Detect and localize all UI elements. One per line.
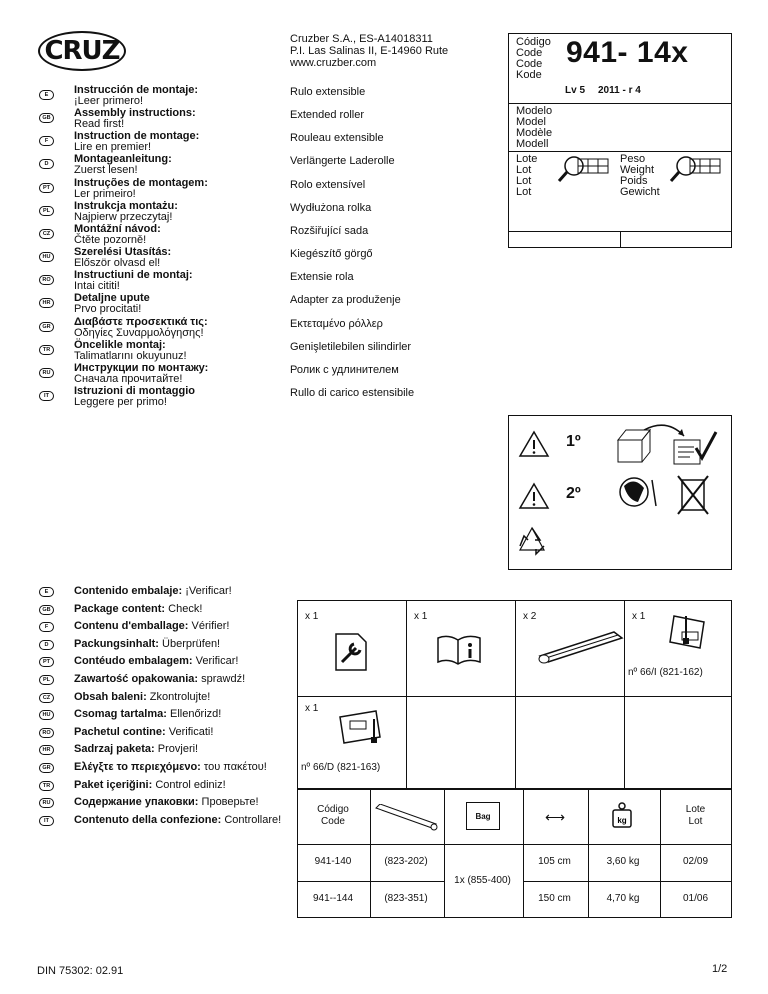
lang-badge: GR [39,763,54,773]
part-d-label: nº 66/D (821-163) [301,762,381,773]
lang-badge: D [39,159,54,169]
lang-badge: D [39,640,54,650]
package-content-item [74,638,220,650]
product-name: Extended roller [290,109,364,122]
row1-length: 105 cm [538,855,571,867]
package-content-action: ¡Verificar! [182,585,232,597]
package-content-item [74,603,202,615]
weight-label: Peso [620,153,646,165]
weight-label: Weight [620,164,655,176]
lang-badge: CZ [39,229,54,239]
weight-magnifier-icon [668,152,724,184]
product-name: Verlängerte Laderolle [290,155,395,168]
package-content-item [74,585,232,597]
instruction-item [74,178,208,200]
warning-icon [518,430,550,458]
code-header-line: Código [317,803,349,815]
package-content-action: Controllare! [221,813,282,826]
lang-badge: GB [39,605,54,615]
kg-label: kg [617,816,627,825]
cruz-logo: CRUZ [38,31,126,71]
package-content-label: Contéudo embalagem: [74,655,193,668]
length-arrows-icon: ⟷ [545,809,566,825]
instruction-book-icon [436,634,482,666]
instruction-title: Montážní návod: [74,222,161,235]
lang-badge: TR [39,781,54,791]
instruction-title: Διαβάστε προσεκτικά τις: [74,315,208,328]
instruction-subtitle: Сначала прочитайте! [74,372,183,385]
package-content-label: Contenuto della confezione: [74,813,222,826]
lot-header-line: Lot [688,815,703,827]
lot-header-line: Lote [685,803,706,815]
product-name: Rolo extensível [290,178,366,191]
lang-badge: IT [39,816,54,826]
bracket-d-icon [336,707,392,751]
package-content-label: Obsah baleni: [74,690,147,703]
lang-badge: F [39,622,54,632]
product-name: Rulo extensible [290,86,366,98]
package-content-item [74,673,245,685]
instruction-item [74,293,150,315]
qty-label: x 2 [523,611,537,622]
instruction-subtitle: Čtěte pozorně! [74,233,147,246]
package-content-label: Csomag tartalma: [74,708,167,721]
instruction-item [74,386,195,408]
lang-badge: GB [39,113,54,123]
lot-label: Lot [516,164,532,176]
company-info [290,33,448,69]
package-content-action: Provjeri! [154,743,199,756]
product-name: Wydłużona rolka [290,201,372,214]
row1-weight: 3,60 kg [606,855,640,867]
instruction-title: Montageanleitung: [74,153,172,166]
package-content-item [74,620,229,632]
company-line: P.I. Las Salinas II, E-14960 Rute [290,45,449,57]
instruction-title: Instruction de montage: [74,130,200,143]
product-name: Adapter za produženje [290,294,401,307]
package-content-label: Содержание упаковки: [74,796,199,809]
code-label: Código [516,36,551,48]
roller-icon [374,804,440,834]
lang-badge: RU [39,798,54,808]
lang-badge: RO [39,728,54,738]
package-content-label: Pachetul contine: [74,725,166,738]
instruction-title: Instruções de montagem: [74,176,208,189]
package-content-label: Contenido embalaje: [74,585,183,597]
lang-badge: HU [39,252,54,262]
lang-badge: HR [39,745,54,755]
bag-value: 1x (855-400) [454,874,511,886]
package-content-item [74,779,226,791]
level: Lv 5 [565,85,586,96]
package-content-label: Paket içeriğini: [74,778,153,791]
row1-code: 941-140 [314,855,352,867]
instruction-subtitle: Najpierw przeczytaj! [74,210,173,223]
package-content-action: sprawdź! [198,673,246,685]
product-name: Εκτεταμένο ρόλλερ [290,317,383,330]
instruction-subtitle: Intai cititi! [74,280,120,293]
instruction-subtitle: Οδηγίες Συναρμολόγησης! [74,326,204,339]
instruction-item [74,85,198,107]
instruction-item [74,340,187,362]
package-content-item [74,691,210,703]
package-content-label: Zawartość opakowania: [74,673,199,685]
row1-ref: (823-202) [384,855,428,867]
package-content-label: Contenu d'emballage: [74,620,189,633]
lot-magnifier-icon [556,152,612,184]
code-label: Code [516,47,543,59]
recycle-icon [514,524,550,558]
qty-label: x 1 [305,611,319,622]
bracket-i-icon [664,612,720,660]
do-not-discard-icon [612,472,722,518]
instruction-item [74,201,178,223]
instruction-title: Szerelési Utasítás: [74,246,172,259]
weight-icon [610,801,634,829]
row2-code: 941--144 [312,893,354,904]
package-content-label: Package content: [74,602,166,615]
instruction-title: Istruzioni di montaggio [74,384,195,397]
product-name: Rouleau extensible [290,132,384,145]
lang-badge: IT [39,391,54,401]
instruction-subtitle: Talimatlarını okuyunuz! [74,349,187,362]
lang-badge: GR [39,322,54,332]
weight-label: Gewicht [620,186,660,198]
qty-label: x 1 [305,703,319,714]
package-content-label: Sadrzaj paketa: [74,743,155,756]
package-content-action: Zkontrolujte! [146,690,211,703]
row2-lot: 01/06 [682,893,709,904]
package-content-action: Check! [165,602,203,615]
instruction-subtitle: Prvo procitati! [74,303,142,316]
lot-label: Lot [516,186,532,198]
lot-label: Lote [516,153,538,165]
lang-badge: HR [39,298,54,308]
step-1-label: 1º [566,433,581,450]
row2-length: 150 cm [538,893,571,904]
instruction-subtitle: Lire en premier! [74,141,152,154]
product-name: Rozšiřující sada [290,224,369,237]
row1-lot: 02/09 [682,855,709,867]
product-code: 941- 14x [566,36,689,69]
lang-badge: F [39,136,54,146]
package-content-action: Überprüfen! [158,637,221,650]
instruction-title: Instrucción de montaje: [74,84,199,96]
instruction-title: Инструкции по монтажу: [74,361,209,374]
package-content-label: Packungsinhalt: [74,637,159,650]
lang-badge: E [39,587,54,597]
qty-label: x 1 [414,611,428,622]
bag-icon: Bag [466,802,500,830]
code-label: Kode [516,69,542,81]
instruction-title: Öncelikle montaj: [74,338,166,351]
lang-badge: E [39,90,54,100]
package-content-item [74,796,259,808]
weight-label-block [620,154,660,198]
instruction-item [74,247,171,269]
instruction-subtitle: Read first! [74,118,125,131]
package-content-item [74,814,281,826]
company-line: www.cruzber.com [290,57,377,69]
lang-badge: TR [39,345,54,355]
package-content-action: του πακέτου! [200,761,267,773]
row2-ref: (823-351) [384,893,428,904]
instruction-item [74,224,161,246]
qty-label: x 1 [632,611,646,622]
package-content-action: Control ediniz! [152,778,226,791]
instruction-item [74,363,208,385]
lot-label: Lot [516,175,532,187]
instruction-title: Instrukcja montażu: [74,199,178,212]
instruction-subtitle: Zuerst lesen! [74,164,138,177]
lang-badge: CZ [39,693,54,703]
code-label: Code [516,58,543,70]
company-line: Cruzber S.A., ES-A14018311 [290,33,433,45]
package-content-item [74,743,198,755]
lang-badge: PT [39,657,54,667]
warning-icon [518,482,550,510]
package-content-item [74,655,238,667]
product-name: Extensie rola [290,271,354,284]
lang-badge: HU [39,710,54,720]
code-header-line: Code [321,815,345,827]
instruction-subtitle: Először olvasd el! [74,257,161,270]
instruction-item [74,108,196,130]
package-content-label: Ελέγξτε το περιεχόμενο: [74,761,201,773]
model-label: Model [516,116,546,128]
step-2-label: 2º [566,485,581,502]
roller-bar-icon [536,628,626,668]
lot-label-block [516,154,537,198]
product-name: Genişletilebilen silindirler [290,340,412,353]
part-i-label: nº 66/I (821-162) [628,667,703,678]
product-name: Rullo di carico estensibile [290,386,415,399]
weight-label: Poids [620,175,648,187]
lang-badge: RO [39,275,54,285]
unpack-and-read-icon [612,418,722,468]
din-norm: DIN 75302: 02.91 [37,965,124,977]
product-name: Kiegészítő görgő [290,248,373,261]
package-content-action: Verificati! [165,725,214,738]
package-content-action: Ellenőrizd! [166,708,222,721]
package-content-item [74,708,221,720]
instruction-subtitle: Leggere per primo! [74,395,167,408]
model-label: Modell [516,138,549,150]
instruction-subtitle: Ler primeiro! [74,187,136,200]
instruction-item [74,154,172,176]
instruction-item [74,317,208,339]
model-label: Modèle [516,127,553,139]
lang-badge: PL [39,206,54,216]
row2-weight: 4,70 kg [606,893,640,904]
instruction-title: Instructiuni de montaj: [74,269,193,282]
wrench-document-icon [332,632,372,672]
package-content-action: Проверьте! [198,796,259,809]
instruction-title: Detaljne upute [74,292,150,305]
page-number: 1/2 [712,963,728,975]
model-label: Modelo [516,105,553,117]
package-content-action: Verificar! [192,655,239,668]
instruction-title: Assembly instructions: [74,107,196,120]
code-header [297,788,369,843]
lot-header [659,788,732,843]
package-content-item [74,761,267,773]
package-content-action: Vérifier! [188,620,230,633]
code-label-block [516,37,551,81]
lang-badge: PT [39,183,54,193]
instruction-item [74,131,199,153]
revision: 2011 - r 4 [598,85,641,96]
lang-badge: RU [39,368,54,378]
instruction-subtitle: ¡Leer primero! [74,95,144,107]
product-name: Ролик с удлинителем [290,363,399,376]
lang-badge: PL [39,675,54,685]
package-content-item [74,726,213,738]
model-label-block [516,106,552,150]
instruction-item [74,270,193,292]
